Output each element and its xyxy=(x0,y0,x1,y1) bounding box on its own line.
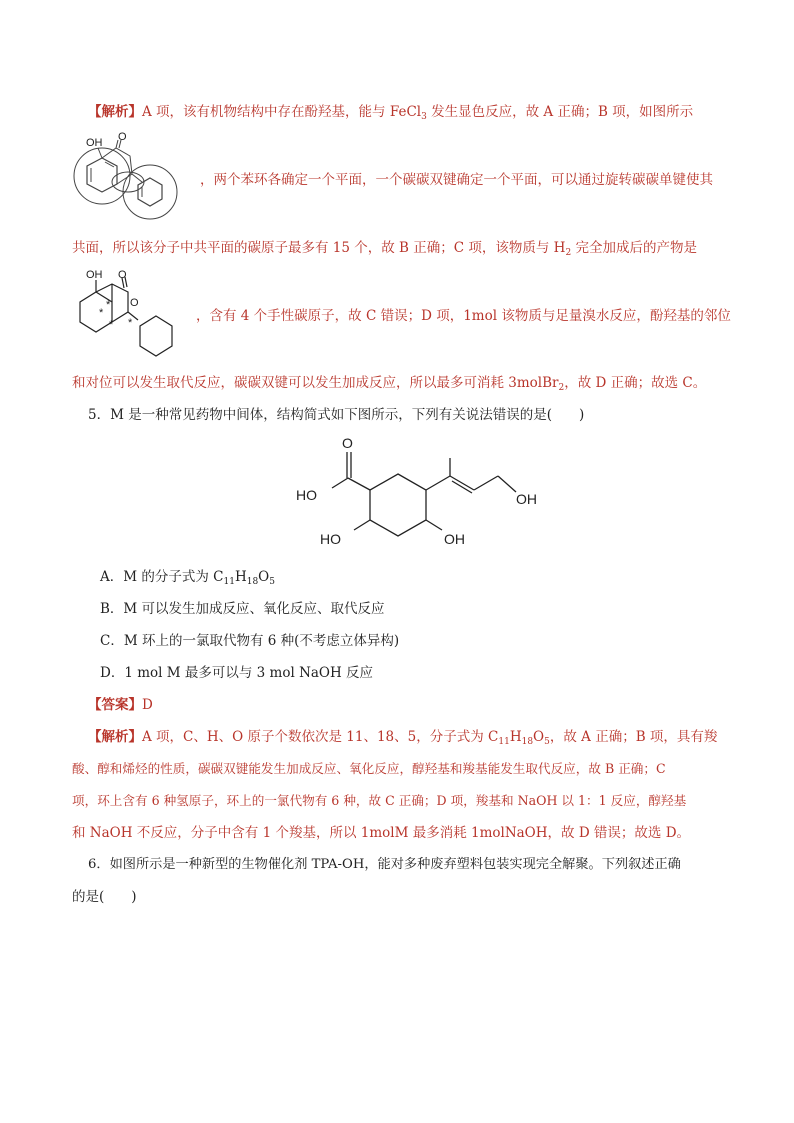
carbonyl-oxygen-label: O xyxy=(342,435,353,451)
chiral-mark-3: * xyxy=(109,319,114,331)
q5-explanation-line-1: 【解析】A 项，C、H、O 原子个数依次是 11、18、5，分子式为 $C_{11}H_{18}O_5$，故 A 正确；B 项，具有羧 xyxy=(88,729,718,747)
q5-explanation-line-2: 酸、醇和烯烃的性质，碳碳双键能发生加成反应、氧化反应，醇羟基和羧基能发生取代反应，故 B 正确；C xyxy=(72,761,666,776)
carbonyl-oxygen-label: O xyxy=(118,269,127,281)
option-a: A．M 的分子式为 $C_{11}H_{18}O_5$ xyxy=(100,569,275,587)
q4-explanation-line-4: ，含有 4 个手性碳原子，故 C 错误；D 项，1mol 该物质与足量溴水反应，酚羟基的邻位 xyxy=(196,308,731,324)
q5-explanation-line-4: 和 NaOH 不反应，分子中含有 1 个羧基，所以 1molM 最多消耗 1molNaOH，故 D 错误；故选 D。 xyxy=(72,825,691,841)
answer-tag: 【答案】 xyxy=(88,697,142,713)
molecule-diagram-m xyxy=(290,432,550,562)
q5-answer: 【答案】D xyxy=(88,697,153,713)
option-d: D．1 mol M 最多可以与 3 mol NaOH 反应 xyxy=(100,665,374,681)
option-c: C．M 环上的一氯取代物有 6 种(不考虑立体异构) xyxy=(100,633,400,649)
oxygen-label: O xyxy=(118,131,127,143)
molecule-diagram-1 xyxy=(72,130,188,222)
molecule-diagram-2 xyxy=(72,264,192,364)
q4-explanation-line-2: ，两个苯环各确定一个平面，一个碳碳双键确定一个平面，可以通过旋转碳碳单键使其 xyxy=(200,172,713,188)
terminal-hydroxyl-label: OH xyxy=(516,491,537,507)
chiral-mark-4: * xyxy=(128,317,133,329)
hydroxyl-label: OH xyxy=(86,269,103,281)
option-b: B．M 可以发生加成反应、氧化反应、取代反应 xyxy=(100,601,385,617)
hydroxyl-label: OH xyxy=(86,137,103,149)
q5-stem: 5．M 是一种常见药物中间体，结构简式如下图所示，下列有关说法错误的是( ) xyxy=(88,407,585,423)
q5-explanation-line-3: 项，环上含有 6 种氢原子，环上的一氯代物有 6 种，故 C 正确；D 项，羧基和 NaOH 以 1：1 反应，醇羟基 xyxy=(72,793,687,808)
q4-explanation-line-5: 和对位可以发生取代反应，碳碳双键可以发生加成反应，所以最多可消耗 3molBr$_2$，故 D 正确；故选 C。 xyxy=(72,375,707,393)
q6-stem-line-2: 的是( ) xyxy=(72,889,137,905)
ring-oxygen-label: O xyxy=(130,297,139,309)
q4-explanation-line-3: 共面，所以该分子中共平面的碳原子最多有 15 个，故 B 正确；C 项，该物质与 $H_2$ 完全加成后的产物是 xyxy=(72,240,697,258)
q4-explanation-line-1: 【解析】A 项，该有机物结构中存在酚羟基，能与 FeCl$_3$ 发生显色反应，故 A 正确；B 项，如图所示 xyxy=(88,104,694,122)
ring-hydroxyl-label-left: HO xyxy=(320,531,341,547)
chiral-mark-2: * xyxy=(106,299,111,311)
q6-stem-line-1: 6．如图所示是一种新型的生物催化剂 TPA-OH，能对多种废弃塑料包装实现完全解聚。下列叙述正确 xyxy=(88,857,681,872)
ring-hydroxyl-label-right: OH xyxy=(444,531,465,547)
explanation-tag: 【解析】 xyxy=(88,104,142,120)
chiral-mark-1: * xyxy=(99,307,104,319)
explanation-tag: 【解析】 xyxy=(88,729,142,745)
carboxyl-hydroxyl-label: HO xyxy=(296,487,317,503)
